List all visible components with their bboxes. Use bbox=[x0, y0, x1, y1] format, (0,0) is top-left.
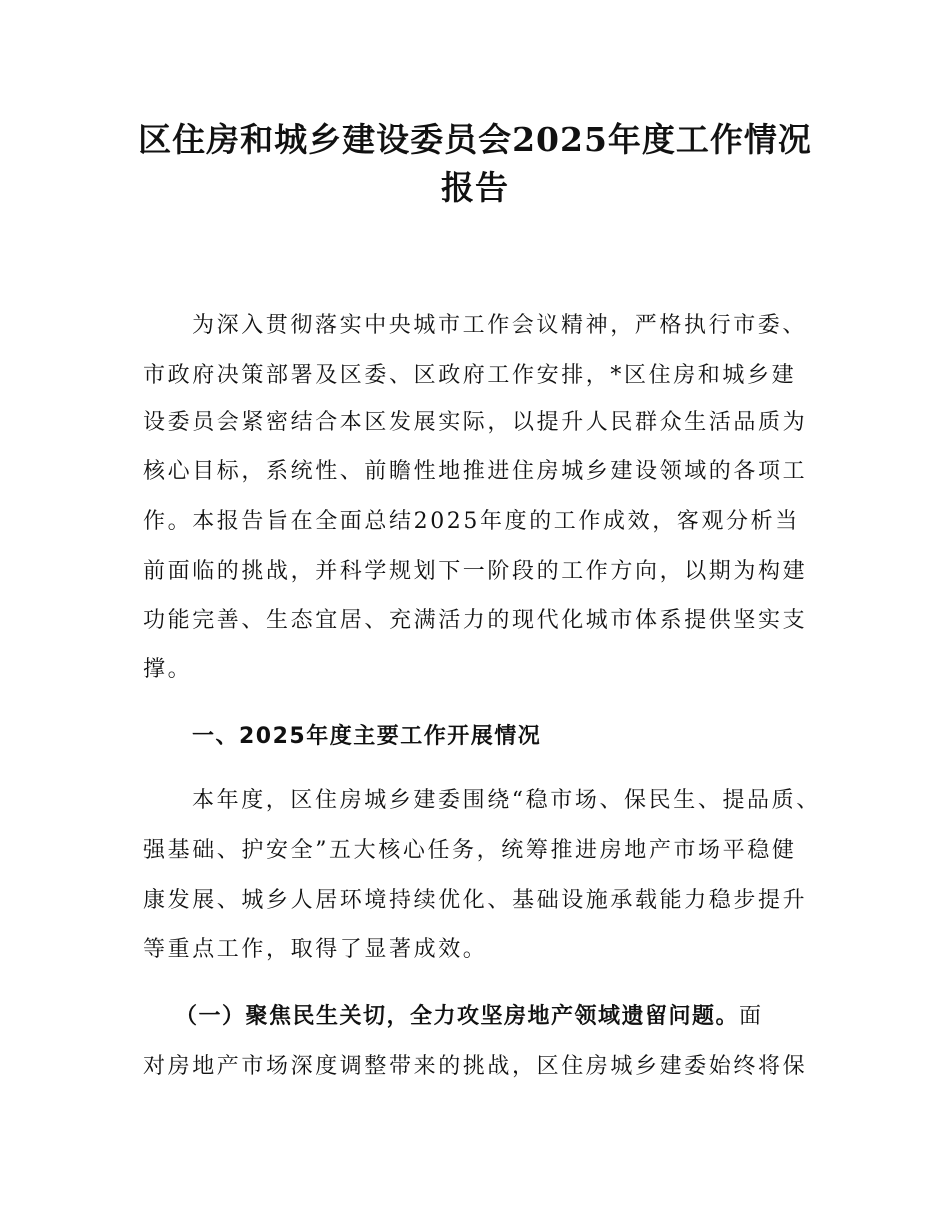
intro-line: 为深入贯彻落实中央城市工作会议精神，严格执行市委、 bbox=[192, 313, 808, 338]
intro-line: 撑。 bbox=[143, 657, 193, 682]
section-heading: 一、2025年度主要工作开展情况 bbox=[192, 724, 542, 749]
intro-line: 前面临的挑战，并科学规划下一阶段的工作方向，以期为构建 bbox=[143, 559, 808, 584]
subsection-para-line: 对房地产市场深度调整带来的挑战，区住房城乡建委始终将保 bbox=[143, 1054, 808, 1079]
section-para-line: 强基础、护安全”五大核心任务，统筹推进房地产市场平稳健 bbox=[143, 838, 797, 863]
section-para-line: 本年度，区住房城乡建委围绕“稳市场、保民生、提品质、 bbox=[192, 788, 821, 813]
subsection-heading: （一）聚焦民生关切，全力攻坚房地产领域遗留问题。 bbox=[175, 1004, 740, 1029]
subsection-text: 面 bbox=[739, 1004, 764, 1029]
document-title-line-1: 区住房和城乡建设委员会2025年度工作情况 bbox=[138, 120, 812, 159]
intro-line: 作。本报告旨在全面总结2025年度的工作成效，客观分析当 bbox=[143, 509, 800, 534]
intro-line: 设委员会紧密结合本区发展实际，以提升人民群众生活品质为 bbox=[143, 410, 808, 435]
intro-line: 功能完善、生态宜居、充满活力的现代化城市体系提供坚实支 bbox=[143, 608, 808, 633]
section-para-line: 康发展、城乡人居环境持续优化、基础设施承载能力稳步提升 bbox=[143, 888, 808, 913]
intro-line: 核心目标，系统性、前瞻性地推进住房城乡建设领域的各项工 bbox=[143, 459, 808, 484]
intro-line: 市政府决策部署及区委、区政府工作安排，*区住房和城乡建 bbox=[143, 363, 797, 388]
document-title-line-2: 报告 bbox=[441, 168, 509, 207]
section-para-line: 等重点工作，取得了显著成效。 bbox=[143, 937, 488, 962]
subsection-first-line bbox=[175, 1002, 764, 1032]
